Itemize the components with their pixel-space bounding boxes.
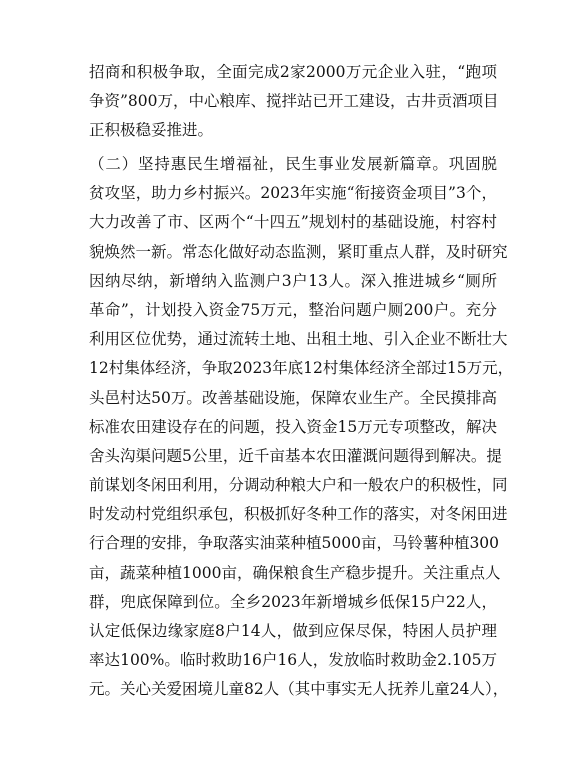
paragraph-1-line: 正积极稳妥推进。 (89, 121, 214, 140)
paragraph-2-line: 前谋划冬闲田利用，分调动种粮大户和一般农户的积极性，同 (89, 476, 508, 495)
paragraph-2-line: 大力改善了市、区两个“十四五”规划村的基础设施，村容村 (89, 213, 497, 232)
paragraph-1-line: 争资”800万，中心粮库、搅拌站已开工建设，古井贡酒项目 (89, 92, 499, 111)
paragraph-2-line: 认定低保边缘家庭8户14人，做到应保尽保，特困人员护理 (89, 622, 497, 640)
paragraph-1 (89, 58, 497, 146)
paragraph-2-line: 舍头沟渠问题5公里，近千亩基本农田灌溉问题得到解决。提 (89, 446, 502, 465)
paragraph-2-line: 貌焕然一新。常态化做好动态监测，紧盯重点人群，及时研究 (89, 242, 508, 261)
paragraph-2-line: 利用区位优势，通过流转土地、出租土地、引入企业不断壮大 (89, 330, 508, 349)
paragraph-2-line: 革命”，计划投入资金75万元，整治问题户厕200户。充分 (89, 300, 497, 319)
paragraph-2-line: 行合理的安排，争取落实油菜种植5000亩，马铃薯种植300 (89, 534, 500, 553)
paragraph-2-line: 元。关心关爱困境儿童82人（其中事实无人抚养儿童24人）， (89, 680, 509, 699)
paragraph-1-line: 招商和积极争取，全面完成2家2000万元企业入驻，“跑项 (89, 63, 497, 81)
paragraph-2-line: 率达100%。临时救助16户16人，发放临时救助金2.105万 (89, 651, 497, 670)
paragraph-2-line: 亩，蔬菜种植1000亩，确保粮食生产稳步提升。关注重点人 (89, 563, 501, 582)
paragraph-2-line: 标准农田建设存在的问题，投入资金15万元专项整改，解决 (89, 417, 497, 436)
paragraph-2-line: 12村集体经济，争取2023年底12村集体经济全部过15万元， (89, 359, 514, 378)
paragraph-2-line: 头邑村达50万。改善基础设施，保障农业生产。全民摸排高 (89, 388, 497, 407)
paragraph-2-line: 因纳尽纳，新增纳入监测户3户13人。深入推进城乡“厕所 (89, 271, 497, 290)
paragraph-2-line: （二）坚持惠民生增福祉，民生事业发展新篇章。巩固脱 (89, 155, 497, 173)
paragraph-2-line: 时发动村党组织承包，积极抓好冬种工作的落实，对冬闲田进 (89, 505, 508, 524)
paragraph-2-line: 群，兜底保障到位。全乡2023年新增城乡低保15户22人， (89, 592, 497, 611)
paragraph-2 (89, 150, 514, 705)
paragraph-2-line: 贫攻坚，助力乡村振兴。2023年实施“衔接资金项目”3个， (89, 184, 497, 203)
